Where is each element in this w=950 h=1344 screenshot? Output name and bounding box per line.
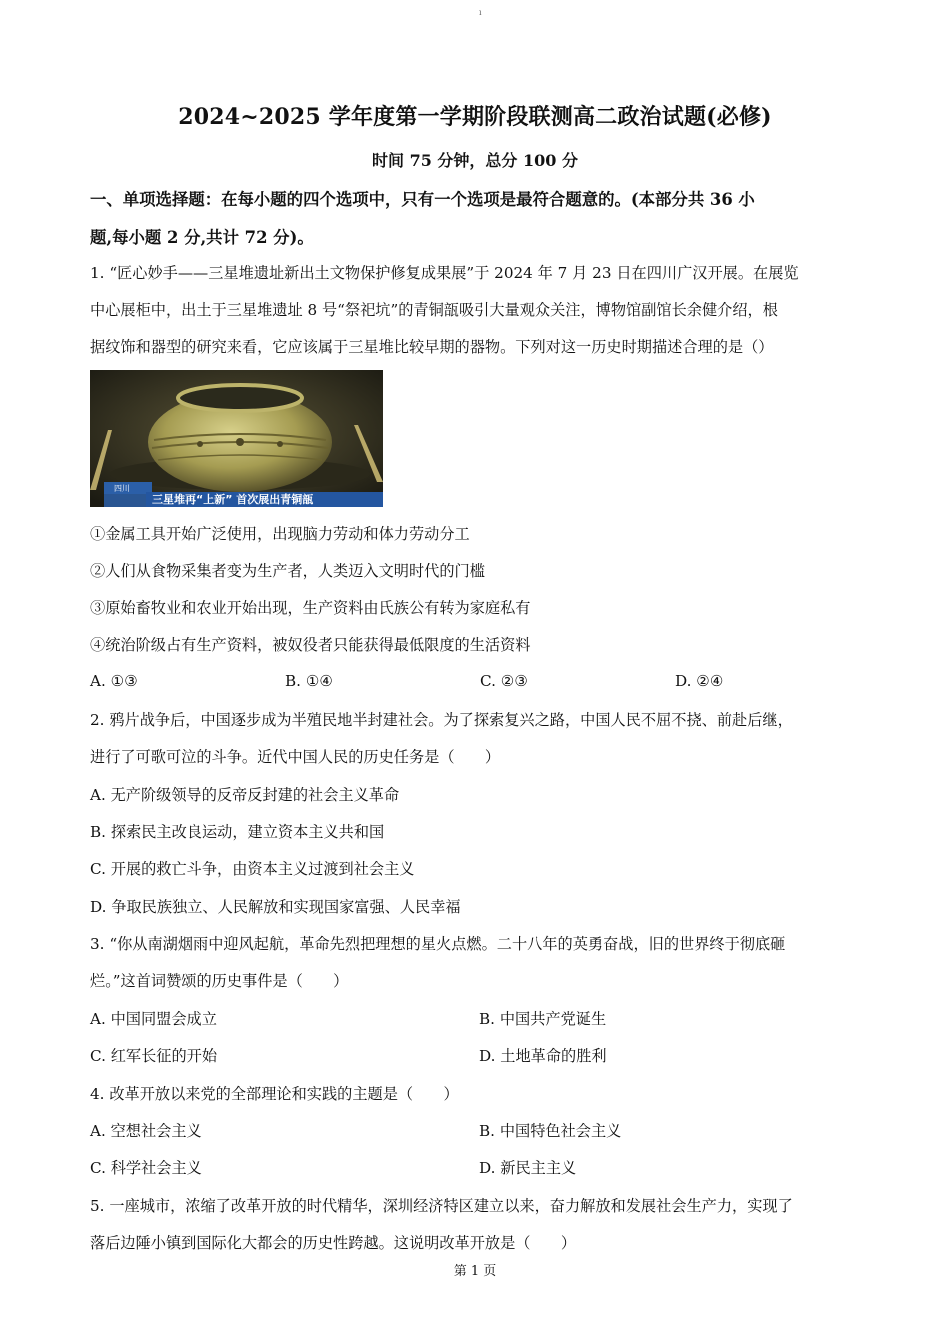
photo-caption: 三星堆再“上新” 首次展出青铜瓿 bbox=[152, 493, 314, 506]
q1-stem-line1: 1. “匠心妙手——三星堆遗址新出土文物保护修复成果展”于 2024 年 7 月 23 日在四川广汉开展。在展览 bbox=[90, 264, 799, 282]
page-subtitle: 时间 75 分钟，总分 100 分 bbox=[372, 151, 578, 170]
q1-item-4: ④统治阶级占有生产资料，被奴役者只能获得最低限度的生活资料 bbox=[90, 636, 531, 654]
q4-option-d: D. 新民主主义 bbox=[479, 1159, 577, 1177]
page-title: 2024~2025 学年度第一学期阶段联测高二政治试题(必修) bbox=[178, 104, 772, 130]
q2-option-c: C. 开展的救亡斗争，由资本主义过渡到社会主义 bbox=[90, 860, 415, 878]
q1-stem-line2: 中心展柜中，出土于三星堆遗址 8 号“祭祀坑”的青铜瓿吸引大量观众关注，博物馆副馆长余健介绍，根 bbox=[90, 301, 778, 319]
q2-stem-line2: 进行了可歌可泣的斗争。近代中国人民的历史任务是（ ） bbox=[90, 748, 501, 766]
q1-item-2: ②人们从食物采集者变为生产者，人类迈入文明时代的门槛 bbox=[90, 562, 485, 580]
q3-option-b: B. 中国共产党诞生 bbox=[479, 1010, 607, 1028]
q3-option-a: A. 中国同盟会成立 bbox=[90, 1010, 217, 1028]
q1-option-d: D. ②④ bbox=[675, 672, 724, 690]
q3-stem-line2: 烂。”这首词赞颂的历史事件是（ ） bbox=[90, 972, 349, 990]
q1-item-1: ①金属工具开始广泛使用，出现脑力劳动和体力劳动分工 bbox=[90, 525, 470, 543]
q4-stem-line1: 4. 改革开放以来党的全部理论和实践的主题是（ ） bbox=[90, 1085, 459, 1103]
q3-option-d: D. 土地革命的胜利 bbox=[479, 1047, 607, 1065]
bronze-vessel-photo bbox=[90, 370, 383, 507]
q1-stem-line3: 据纹饰和器型的研究来看，它应该属于三星堆比较早期的器物。下列对这一历史时期描述合理的是（） bbox=[90, 338, 774, 356]
q1-item-3: ③原始畜牧业和农业开始出现，生产资料由氏族公有转为家庭私有 bbox=[90, 599, 531, 617]
top-mark: ı bbox=[479, 8, 482, 17]
photo-region-label: 四川 bbox=[114, 484, 130, 493]
q4-option-b: B. 中国特色社会主义 bbox=[479, 1122, 622, 1140]
q3-option-c: C. 红军长征的开始 bbox=[90, 1047, 218, 1065]
q4-option-a: A. 空想社会主义 bbox=[90, 1122, 202, 1140]
q1-option-b: B. ①④ bbox=[285, 672, 334, 690]
page-number: 第 1 页 bbox=[453, 1264, 497, 1279]
q1-option-c: C. ②③ bbox=[480, 672, 528, 690]
q2-option-b: B. 探索民主改良运动，建立资本主义共和国 bbox=[90, 823, 385, 841]
q5-stem-line1: 5. 一座城市，浓缩了改革开放的时代精华，深圳经济特区建立以来，奋力解放和发展社会生产力，实现了 bbox=[90, 1197, 793, 1215]
q2-stem-line1: 2. 鸦片战争后，中国逐步成为半殖民地半封建社会。为了探索复兴之路，中国人民不屈不挠、前赴后继， bbox=[90, 711, 793, 729]
section-heading-line2: 题,每小题 2 分,共计 72 分)。 bbox=[90, 228, 314, 247]
q2-option-a: A. 无产阶级领导的反帝反封建的社会主义革命 bbox=[90, 786, 400, 804]
q5-stem-line2: 落后边陲小镇到国际化大都会的历史性跨越。这说明改革开放是（ ） bbox=[90, 1234, 576, 1252]
q1-option-a: A. ①③ bbox=[90, 672, 138, 690]
q2-option-d: D. 争取民族独立、人民解放和实现国家富强、人民幸福 bbox=[90, 898, 461, 916]
section-heading-line1: 一、单项选择题：在每小题的四个选项中，只有一个选项是最符合题意的。(本部分共 36 小 bbox=[90, 190, 755, 209]
q4-option-c: C. 科学社会主义 bbox=[90, 1159, 202, 1177]
q3-stem-line1: 3. “你从南湖烟雨中迎风起航，革命先烈把理想的星火点燃。二十八年的英勇奋战，旧的世界终于彻底砸 bbox=[90, 935, 786, 953]
